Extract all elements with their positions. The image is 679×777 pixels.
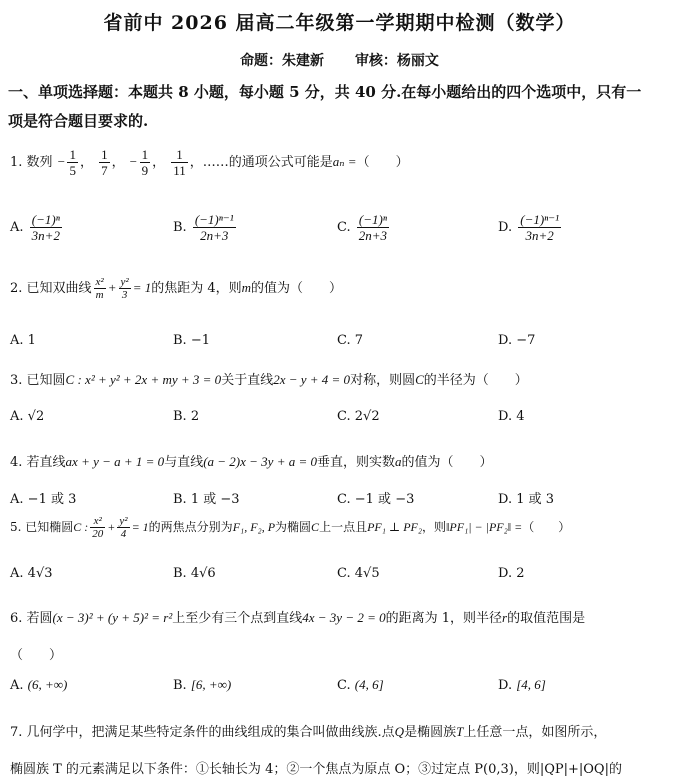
q6-option-a[interactable]: A. (6, +∞) [10,677,68,693]
q4-option-d[interactable]: D. 1 或 3 [498,492,555,507]
q2-frac-1: $\frac{\text{x²}}{m}$ [95,276,104,301]
question-7: 7. 几何学中，把满足某些特定条件的曲线组成的集合叫做曲线族.点Q是椭圆族T上任意一点，如图所示， [10,724,607,740]
q2-option-d[interactable]: D. −7 [498,333,536,348]
question-6: 6. 若圆(x − 3)² + (y + 5)² = r²上至少有三个点到直线4x − 3y − 2 = 0的距离为 1，则半径r的取值范围是 [10,610,586,626]
q2-option-a[interactable]: A. 1 [10,333,36,348]
q2-option-b[interactable]: B. −1 [173,333,210,348]
q3-option-b[interactable]: B. 2 [173,409,200,424]
q6-option-b[interactable]: B. [6, +∞) [173,677,232,693]
q5-frac-2: $\frac{\text{y²}}{4}$ [119,515,128,540]
question-4: 4. 若直线ax + y − a + 1 = 0与直线(a − 2)x − 3y + a = 0垂直，则实数a的值为（ ） [10,454,493,470]
q5-frac-1: $\frac{\text{x²}}{20}$ [92,515,104,540]
q1-option-a[interactable]: A. $\frac{\text{(−1)ⁿ}}{3n+2}$ [10,212,60,243]
q1-option-c[interactable]: C. $\frac{\text{(−1)ⁿ}}{2n+3}$ [337,212,388,243]
author: 命题：朱建新 [240,53,325,69]
q1-frac-2: $\frac{1}{7}$ [101,147,108,178]
section-line-1: 一、单项选择题：本题共 8 小题，每小题 5 分，共 40 分.在每小题给出的四个选项中，只有一 [8,83,642,101]
q1-prefix: 1. 数列 [10,155,53,170]
q2-frac-2: $\frac{\text{y²}}{3}$ [120,276,129,301]
q1-option-b[interactable]: B. $\frac{\text{(−1)ⁿ⁻¹}}{2n+3}$ [173,212,234,243]
q5-option-a[interactable]: A. 4√3 [10,566,53,581]
section-heading [8,78,670,136]
q4-option-c[interactable]: C. −1 或 −3 [337,492,415,507]
question-5: 5. 已知椭圆C : $\frac{\text{x²}}{20}$ + $\frac{\text{y²}}{4}$ = 1的两焦点分别为F₁, F₂, P为椭圆C上一点且PF₁ ⊥ PF₂，则‖PF₁| − |PF₂‖ =（ ） [10,515,571,540]
q3-option-c[interactable]: C. 2√2 [337,409,380,424]
q4-option-b[interactable]: B. 1 或 −3 [173,492,240,507]
q1-term-4 [169,147,190,178]
q1-frac-1: $\frac{1}{5}$ [69,147,76,178]
q5-option-c[interactable]: C. 4√5 [337,566,380,581]
page-title: 省前中 2026 届高二年级第一学期期中检测（数学） [103,12,576,34]
q1-an: aₙ = [332,154,357,169]
q1-suffix: ，……的通项公式可能是 [189,155,333,170]
reviewer: 审核：杨丽文 [354,53,439,69]
section-line-2: 项是符合题目要求的. [8,112,149,130]
q6-option-c[interactable]: C. (4, 6] [337,677,384,693]
question-7-line-2: 椭圆族 T 的元素满足以下条件：①长轴长为 4；②一个焦点为原点 O；③过定点 P(0,3)，则|QP|+|OQ|的 [10,762,622,777]
q1-term-2: $\frac{1}{7}$ ， [101,147,125,178]
q6-option-d[interactable]: D. [4, 6] [498,677,546,693]
q1-term-3: − $\frac{1}{9}$ ， [128,147,166,178]
q2-option-c[interactable]: C. 7 [337,333,364,348]
question-6-paren: （ ） [10,648,63,663]
question-3: 3. 已知圆C : x² + y² + 2x + my + 3 = 0关于直线2x − y + 4 = 0对称，则圆C的半径为（ ） [10,372,528,388]
q1-frac-4: $\frac{1}{11}$ [173,147,186,178]
authors-line [0,50,679,70]
q1-term-1: − $\frac{1}{5}$ ， [56,147,93,178]
q3-option-d[interactable]: D. 4 [498,409,525,424]
q1-paren: （ ） [356,155,409,170]
q5-option-d[interactable]: D. 2 [498,566,525,581]
q5-option-b[interactable]: B. 4√6 [173,566,216,581]
q3-option-a[interactable]: A. √2 [10,409,45,424]
question-1 [10,147,670,178]
question-2: 2. 已知双曲线 $\frac{\text{x²}}{m}$ + $\frac{\text{y²}}{3}$ = 1的焦距为 4，则m的值为（ ） [10,276,343,301]
q1-frac-3: $\frac{1}{9}$ [141,147,149,178]
q4-option-a[interactable]: A. −1 或 3 [10,492,77,507]
q1-option-d[interactable]: D. $\frac{\text{(−1)ⁿ⁻¹}}{3n+2}$ [498,212,560,243]
